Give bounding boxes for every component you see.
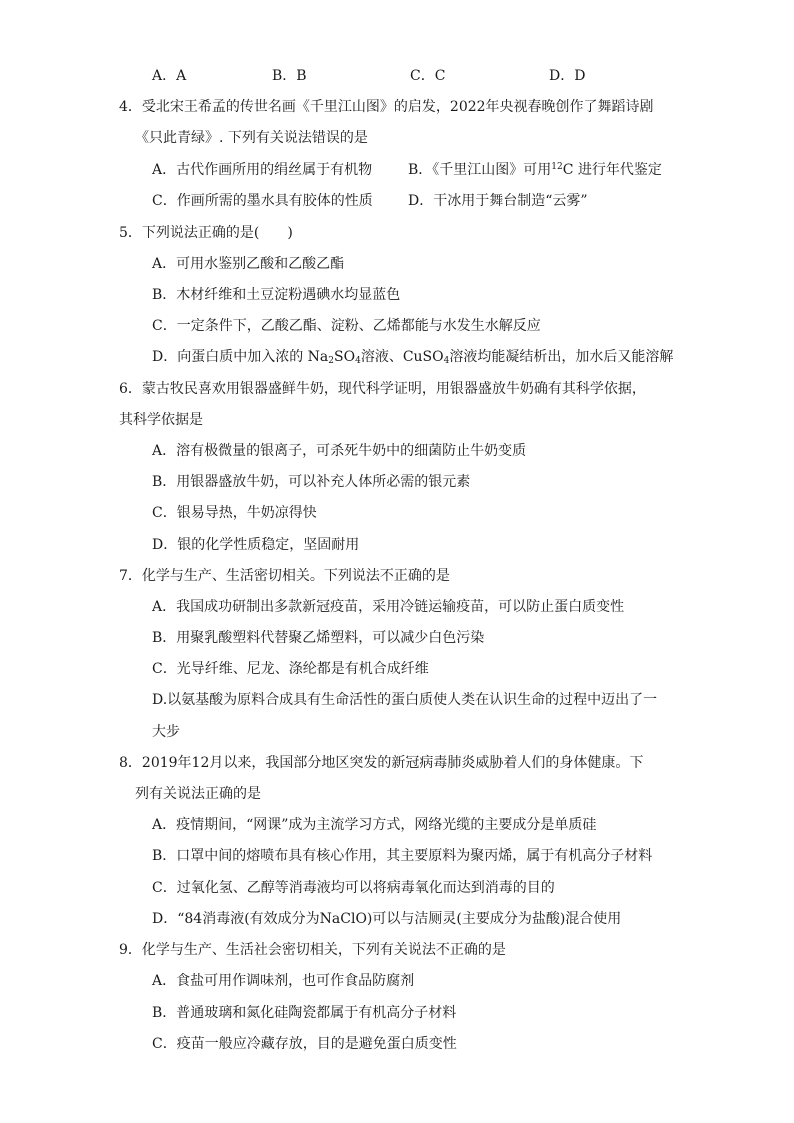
q9-option-c: C．疫苗一般应冷藏存放，目的是避免蛋白质变性 — [152, 1036, 457, 1052]
prev-option-c: C．C — [410, 68, 446, 84]
q4-option-b-post: C 进行年代鉴定 — [562, 162, 662, 178]
q8-option-d: D．“84消毒液(有效成分为NaClO)可以与洁厕灵(主要成分为盐酸)混合使用 — [152, 911, 622, 927]
q5-d-part3: 溶液、CuSO — [360, 349, 444, 365]
q6-stem-line1: 6．蒙古牧民喜欢用银器盛鲜牛奶，现代科学证明，用银器盛放牛奶确有其科学依据， — [119, 381, 646, 397]
q8-option-c: C．过氧化氢、乙醇等消毒液均可以将病毒氧化而达到消毒的目的 — [152, 880, 555, 896]
q5-option-b: B．木材纤维和土豆淀粉遇碘水均显蓝色 — [152, 287, 401, 303]
q4-option-a: A．古代作画所用的绢丝属于有机物 — [152, 162, 373, 178]
q5-d-part2: SO — [334, 349, 356, 365]
q9-option-a: A．食盐可用作调味剂，也可作食品防腐剂 — [152, 973, 415, 989]
q4-option-d: D．干冰用于舞台制造“云雾” — [408, 193, 588, 209]
q6-option-d: D．银的化学性质稳定，坚固耐用 — [152, 537, 360, 553]
q7-option-a: A．我国成功研制出多款新冠疫苗，采用冷链运输疫苗，可以防止蛋白质变性 — [152, 599, 625, 615]
q4-option-b-isotope: 12 — [551, 162, 563, 172]
q6-option-a: A．溶有极微量的银离子，可杀死牛奶中的细菌防止牛奶变质 — [152, 443, 527, 459]
q4-option-b-pre: B．《千里江山图》可用 — [408, 162, 552, 178]
prev-option-d: D．D — [549, 68, 586, 84]
q5-d-part4: 溶液均能凝结析出，加水后又能溶解 — [449, 349, 674, 365]
q4-stem-line2: 《只此青绿》. 下列有关说法错误的是 — [135, 130, 368, 146]
q8-stem-line2: 列有关说法正确的是 — [135, 786, 261, 802]
q5-option-d — [152, 347, 673, 367]
q7-option-d-line1: D.以氨基酸为原料合成具有生命活性的蛋白质使人类在认识生命的过程中迈出了一 — [152, 692, 658, 708]
q6-stem-line2: 其科学依据是 — [119, 412, 203, 428]
q6-option-c: C．银易导热，牛奶凉得快 — [152, 505, 317, 521]
q7-stem: 7．化学与生产、生活密切相关。下列说法不正确的是 — [119, 568, 450, 584]
q8-stem-line1: 8．2019年12月以来，我国部分地区突发的新冠病毒肺炎威胁着人们的身体健康。下 — [119, 755, 644, 771]
q4-option-b — [408, 160, 662, 180]
q4-option-c: C．作画所需的墨水具有胶体的性质 — [152, 193, 373, 209]
q6-option-b: B．用银器盛放牛奶，可以补充人体所必需的银元素 — [152, 474, 471, 490]
q9-stem: 9．化学与生产、生活社会密切相关，下列有关说法不正确的是 — [119, 942, 506, 958]
q5-d-sub3: 4 — [443, 356, 450, 366]
q9-option-b: B．普通玻璃和氮化硅陶瓷都属于有机高分子材料 — [152, 1005, 457, 1021]
q7-option-d-line2: 大步 — [152, 724, 180, 740]
q5-d-sub1: 2 — [328, 356, 335, 366]
q4-stem-line1: 4．受北宋王希孟的传世名画《千里江山图》的启发，2022年央视春晚创作了舞蹈诗剧 — [119, 99, 654, 115]
q5-d-sub2: 4 — [355, 356, 361, 366]
q5-option-c: C．一定条件下，乙酸乙酯、淀粉、乙烯都能与水发生水解反应 — [152, 318, 541, 334]
q5-d-part1: D．向蛋白质中加入浓的 Na — [152, 349, 329, 365]
q5-option-a: A．可用水鉴别乙酸和乙酸乙酯 — [152, 256, 345, 272]
q7-option-c: C．光导纤维、尼龙、涤纶都是有机合成纤维 — [152, 661, 429, 677]
q8-option-b: B．口罩中间的熔喷布具有核心作用，其主要原料为聚丙烯，属于有机高分子材料 — [152, 848, 653, 864]
q8-option-a: A．疫情期间，“网课”成为主流学习方式，网络光缆的主要成分是单质硅 — [152, 817, 597, 833]
q5-stem: 5．下列说法正确的是( ) — [119, 225, 293, 241]
q7-option-b: B．用聚乳酸塑料代替聚乙烯塑料，可以减少白色污染 — [152, 630, 485, 646]
prev-option-a: A．A — [152, 68, 187, 84]
prev-option-b: B．B — [272, 68, 307, 84]
